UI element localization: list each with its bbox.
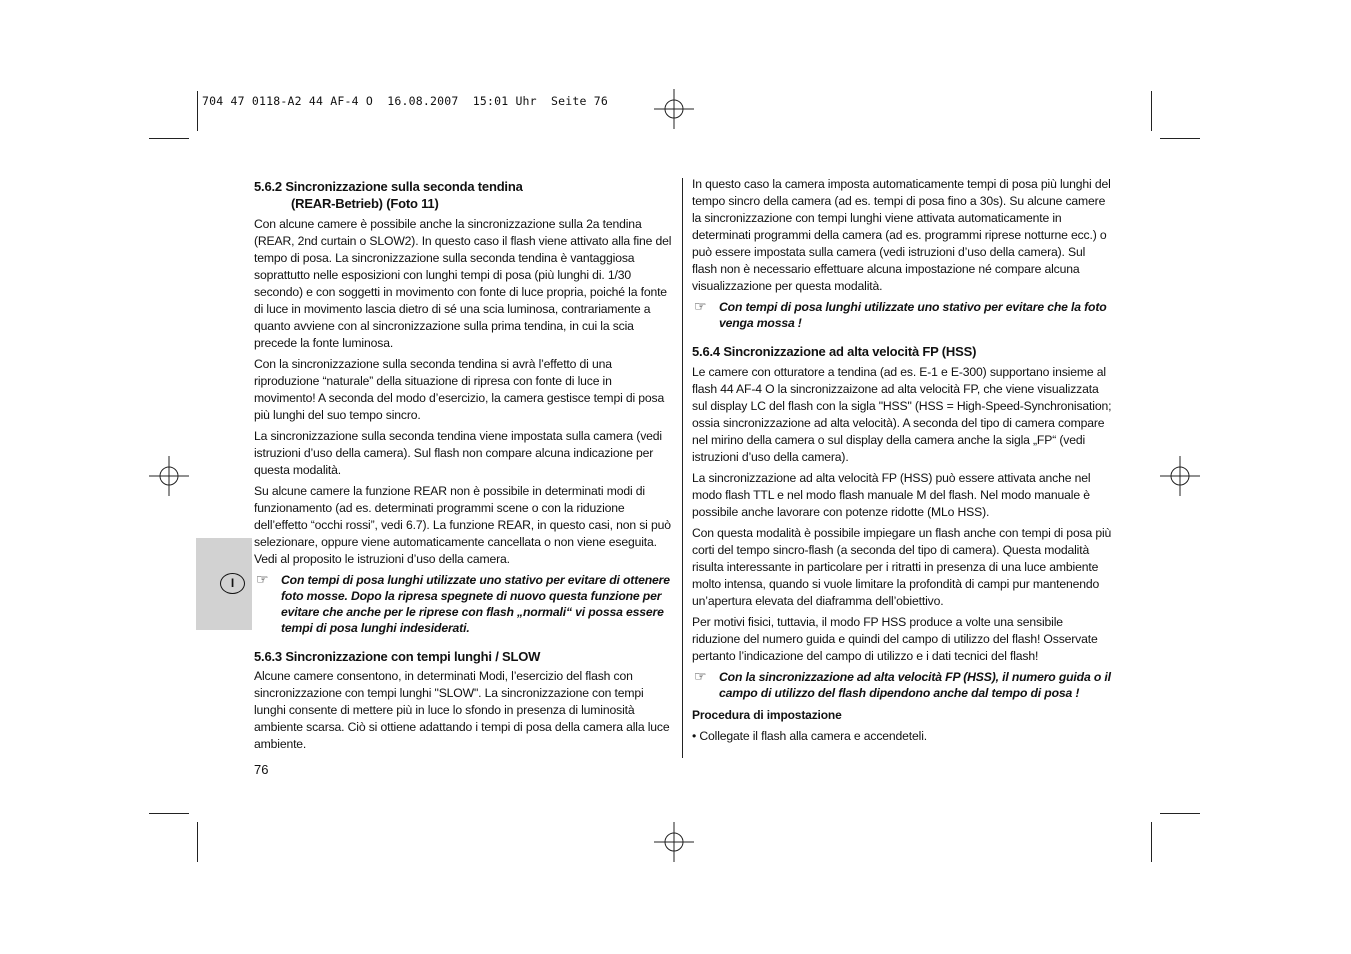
registration-mark-icon	[1160, 456, 1200, 496]
crop-mark	[1160, 138, 1200, 139]
paragraph: Per motivi fisici, tuttavia, il modo FP HSS produce a volte una sensibile riduzione del numero guida e quindi del campo di utilizzo del flash! Osservate pertanto l’indicazione del campo di utilizzo e i dati tecnici del flash!	[692, 615, 1098, 663]
pointing-hand-icon: ☞	[694, 298, 707, 314]
page-number: 76	[254, 762, 269, 777]
print-slug: 704 47 0118-A2 44 AF-4 O 16.08.2007 15:01 Uhr Seite 76	[202, 94, 609, 108]
paragraph: Con alcune camere è possibile anche la sincronizzazione sulla 2a tendina (REAR, 2nd curtain o SLOW2). In questo caso il flash viene attivato alla fine del tempo di posa. La sincronizzazione sulla seconda tendina è vantaggiosa soprattutto nelle esposizioni con lunghi tempi di posa (più lunghi di. 1/30 secondo) e con soggetti in movimento con fonte di luce propria, poiché la fonte di luce in movimento lascia dietro di sé una scia luminosa, contrariamente a quanto avviene con al sincronizzazione sulla prima tendina, in cui la scia precede la fonte luminosa.	[254, 217, 672, 350]
section-heading-5-6-3: 5.6.3 Sincronizzazione con tempi lunghi / SLOW	[254, 649, 541, 664]
paragraph: Alcune camere consentono, in determinati Modi, l’esercizio del flash con sincronizzazione con tempi lunghi "SLOW". La sincronizzazione con tempi lunghi consente di mettere più in luce lo sfondo in presenza di luminosità ambiente scarsa. Ciò si ottiene adattando i tempi di posa della camera alla luce ambiente.	[254, 669, 670, 751]
section-heading-5-6-4: 5.6.4 Sincronizzazione ad alta velocità FP (HSS)	[692, 344, 977, 359]
registration-mark-icon	[654, 89, 694, 129]
crop-mark	[197, 822, 198, 862]
crop-mark	[149, 138, 189, 139]
language-tab-label: I	[220, 573, 245, 594]
paragraph: Con questa modalità è possibile impiegare un flash anche con tempi di posa più corti del tempo sincro-flash (a seconda del tipo di camera). Questa modalità risulta interessante in particolare per i ritratti in presenza di una luce ambiente molto intensa, quando si vuole limitare la profondità di campi pur mantenendo un’apertura elevata del diaframma dell’obiettivo.	[692, 526, 1112, 608]
paragraph: Su alcune camere la funzione REAR non è possibile in determinati modi di funzionamento (ad es. determinati programmi scene o con la riduzione dell’effetto “occhi rossi”, vedi 6.7). La funzione REAR, in questo casi, non si può selezionare, oppure viene automaticamente cancellata o non viene eseguita. Vedi al proposito le istruzioni d’uso della camera.	[254, 484, 671, 566]
pointing-hand-icon: ☞	[256, 571, 269, 587]
paragraph: La sincronizzazione ad alta velocità FP (HSS) può essere attivata anche nel modo flash TTL e nel modo flash manuale M del flash. Nel modo manuale è possibile anche lavorare con potenze ridotte (MLo HSS).	[692, 471, 1091, 519]
left-column	[254, 178, 672, 757]
crop-mark	[1151, 822, 1152, 862]
section-heading-5-6-2: 5.6.2 Sincronizzazione sulla seconda tendina (REAR-Betrieb) (Foto 11)	[254, 179, 523, 211]
paragraph: In questo caso la camera imposta automaticamente tempi di posa più lunghi del tempo sincro della camera (ad es. tempi di posa fino a 30s). Su alcune camere la sincronizzazione con tempi lunghi viene attivata automaticamente in determinati programmi della camera (ad es. programmi riprese notturne ecc.) o può essere impostata sulla camera (vedi istruzioni d’uso della camera). Sul flash non è necessario effettuare alcuna impostazione né compare alcuna visualizzazione per questa modalità.	[692, 177, 1111, 293]
paragraph: La sincronizzazione sulla seconda tendina viene impostata sulla camera (vedi istruzioni d’uso della camera). Sul flash non compare alcuna indicazione per questa modalità.	[254, 429, 662, 477]
crop-mark	[1160, 813, 1200, 814]
paragraph: Le camere con otturatore a tendina (ad es. E-1 e E-300) supportano insieme al flash 44 AF-4 O la sincronizzaizone ad alta velocità FP, che viene visualizzata sul display LC del flash con la sigla "HSS" (HSS = High-Speed-Synchronisation; ossia sincronizzazione ad alta velocità). A seconda del tipo di camera compare nel mirino della camera o sul display della camera anche la sigla „FP“ (vedi istruzioni d’uso della camera).	[692, 365, 1112, 464]
note: ☞ Con la sincronizzazione ad alta velocità FP (HSS), il numero guida o il campo di utilizzo del flash dipendono anche dal tempo di posa !	[694, 668, 1111, 700]
registration-mark-icon	[654, 822, 694, 862]
crop-mark	[1151, 91, 1152, 131]
subheading: Procedura di impostazione	[692, 708, 842, 722]
note: ☞ Con tempi di posa lunghi utilizzate uno stativo per evitare di ottenere foto mosse. Dopo la ripresa spegnete di nuovo questa funzione per evitare che anche per le riprese con flash „normali“ vi possa essere tempi di posa lunghi indesiderati.	[256, 571, 670, 635]
bullet-item: • Collegate il flash alla camera e accendeteli.	[692, 729, 928, 743]
column-separator	[682, 178, 683, 758]
registration-mark-icon	[149, 456, 189, 496]
crop-mark	[197, 91, 198, 131]
right-column	[692, 176, 1112, 749]
note: ☞ Con tempi di posa lunghi utilizzate uno stativo per evitare che la foto venga mossa !	[694, 298, 1107, 330]
pointing-hand-icon: ☞	[694, 668, 707, 684]
paragraph: Con la sincronizzazione sulla seconda tendina si avrà l’effetto di una riproduzione “naturale” della situazione di ripresa con fonte di luce in movimento! A seconda del modo d’esercizio, la camera gestisce tempi di posa più lunghi del suo tempo sincro.	[254, 357, 665, 422]
crop-mark	[149, 813, 189, 814]
